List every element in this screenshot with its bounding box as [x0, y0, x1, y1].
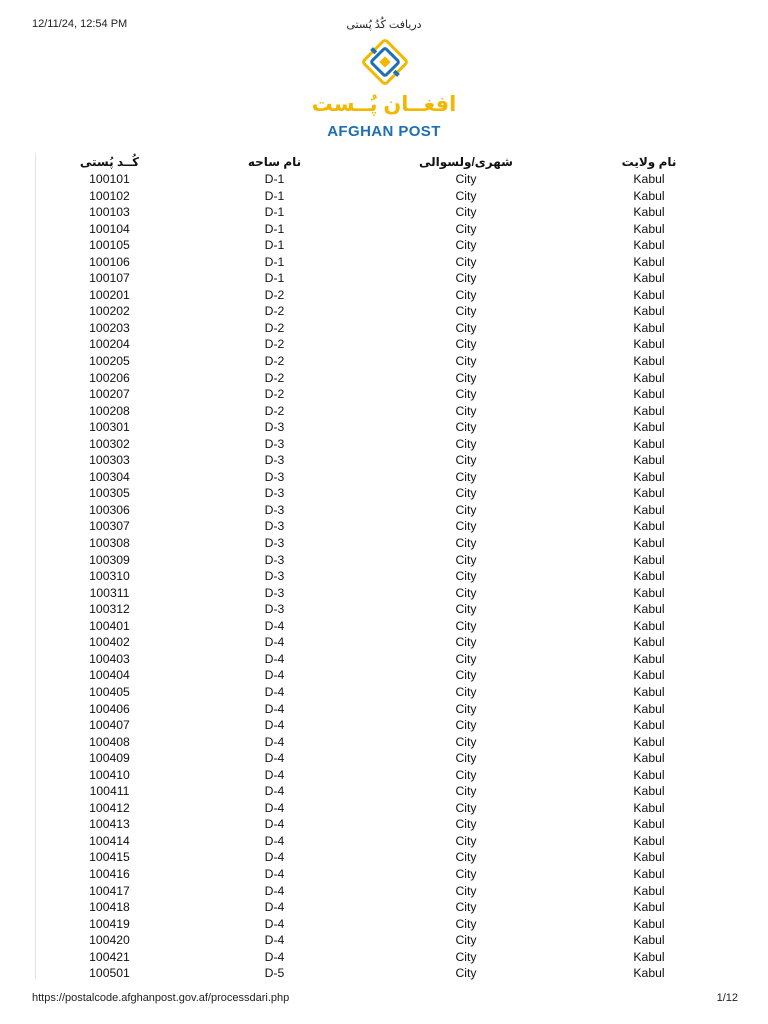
- postal-code-cell: 100303: [89, 453, 130, 468]
- page-number: 1/12: [716, 992, 738, 1004]
- postal-code-cell: 100411: [89, 784, 130, 799]
- postal-code-cell: 100208: [89, 403, 130, 418]
- city-district-cell: City: [455, 172, 477, 186]
- table-row: [36, 800, 732, 817]
- city-district-cell: City: [455, 420, 477, 435]
- table-row: [36, 204, 732, 221]
- province-cell: Kabul: [633, 519, 665, 534]
- postal-code-cell: 100415: [89, 850, 130, 865]
- table-row: [36, 601, 732, 618]
- area-name-cell: D-4: [264, 900, 285, 915]
- footer-url: https://postalcode.afghanpost.gov.af/processdari.php: [32, 992, 290, 1004]
- postal-code-cell: 100202: [89, 304, 130, 319]
- postal-code-table: [36, 153, 732, 982]
- area-name-cell: D-4: [264, 883, 285, 898]
- city-district-cell: City: [455, 337, 477, 352]
- area-name-cell: D-2: [264, 337, 285, 352]
- province-cell: Kabul: [633, 949, 665, 964]
- province-cell: Kabul: [633, 751, 665, 766]
- province-cell: Kabul: [633, 172, 665, 186]
- city-district-cell: City: [455, 519, 477, 534]
- province-cell: Kabul: [633, 569, 665, 584]
- province-cell: Kabul: [633, 320, 665, 335]
- province-cell: Kabul: [633, 850, 665, 865]
- postal-code-cell: 100418: [89, 900, 130, 915]
- print-datetime: 12/11/24, 12:54 PM: [32, 18, 128, 30]
- table-row: [36, 701, 732, 718]
- city-district-cell: City: [455, 833, 477, 848]
- province-cell: Kabul: [633, 254, 665, 269]
- province-cell: Kabul: [633, 635, 665, 650]
- city-district-cell: City: [455, 618, 477, 633]
- area-name-cell: D-1: [264, 172, 285, 186]
- province-cell: Kabul: [633, 304, 665, 319]
- table-row: [36, 419, 732, 436]
- table-row: [36, 916, 732, 933]
- area-name-cell: D-4: [264, 635, 285, 650]
- postal-code-cell: 100309: [89, 552, 130, 567]
- postal-code-cell: 100404: [89, 668, 130, 683]
- table-row: [36, 469, 732, 486]
- city-district-cell: City: [455, 304, 477, 319]
- city-district-cell: City: [455, 850, 477, 865]
- table-row: [36, 568, 732, 585]
- table-row: [36, 618, 732, 635]
- province-cell: Kabul: [633, 453, 665, 468]
- area-name-cell: D-3: [264, 486, 285, 501]
- area-name-cell: D-4: [264, 767, 285, 782]
- area-name-cell: D-4: [264, 668, 285, 683]
- province-cell: Kabul: [633, 684, 665, 699]
- area-name-cell: D-3: [264, 420, 285, 435]
- province-cell: Kabul: [633, 287, 665, 302]
- area-name-cell: D-2: [264, 403, 285, 418]
- table-row: [36, 585, 732, 602]
- table-row: [36, 767, 732, 784]
- city-district-cell: City: [455, 403, 477, 418]
- city-district-cell: City: [455, 287, 477, 302]
- table-row: [36, 270, 732, 287]
- postal-code-cell: 100408: [89, 734, 130, 749]
- table-row: [36, 634, 732, 651]
- city-district-cell: City: [455, 238, 477, 253]
- area-name-cell: D-1: [264, 205, 285, 220]
- area-name-cell: D-4: [264, 751, 285, 766]
- postal-code-cell: 100106: [89, 254, 130, 269]
- province-cell: Kabul: [633, 618, 665, 633]
- area-name-cell: D-4: [264, 618, 285, 633]
- table-row: [36, 485, 732, 502]
- city-district-cell: City: [455, 602, 477, 617]
- postal-code-cell: 100413: [89, 817, 130, 832]
- province-cell: Kabul: [633, 387, 665, 402]
- province-cell: Kabul: [633, 271, 665, 286]
- postal-code-cell: 100419: [89, 916, 130, 931]
- table-row: [36, 370, 732, 387]
- city-district-cell: City: [455, 221, 477, 236]
- table-body: [36, 171, 732, 982]
- postal-code-cell: 100302: [89, 436, 130, 451]
- table-row: [36, 651, 732, 668]
- table-row: [36, 932, 732, 949]
- table-row: [36, 336, 732, 353]
- area-name-cell: D-3: [264, 453, 285, 468]
- page-title: دریافت کُدُ پُستی: [346, 19, 422, 31]
- city-district-cell: City: [455, 552, 477, 567]
- header-postal-code: کُــد پُستی: [79, 155, 140, 169]
- postal-code-cell: 100105: [89, 238, 130, 253]
- table-row: [36, 403, 732, 420]
- area-name-cell: D-3: [264, 569, 285, 584]
- table-row: [36, 353, 732, 370]
- city-district-cell: City: [455, 453, 477, 468]
- city-district-cell: City: [455, 966, 477, 981]
- table-row: [36, 684, 732, 701]
- table-row: [36, 734, 732, 751]
- province-cell: Kabul: [633, 205, 665, 220]
- area-name-cell: D-4: [264, 949, 285, 964]
- area-name-cell: D-4: [264, 784, 285, 799]
- area-name-cell: D-3: [264, 436, 285, 451]
- table-row: [36, 171, 732, 188]
- city-district-cell: City: [455, 668, 477, 683]
- city-district-cell: City: [455, 900, 477, 915]
- province-cell: Kabul: [633, 536, 665, 551]
- area-name-cell: D-4: [264, 817, 285, 832]
- area-name-cell: D-3: [264, 585, 285, 600]
- province-cell: Kabul: [633, 370, 665, 385]
- table-row: [36, 717, 732, 734]
- province-cell: Kabul: [633, 734, 665, 749]
- area-name-cell: D-4: [264, 718, 285, 733]
- province-cell: Kabul: [633, 784, 665, 799]
- province-cell: Kabul: [633, 354, 665, 369]
- table-row: [36, 849, 732, 866]
- city-district-cell: City: [455, 684, 477, 699]
- city-district-cell: City: [455, 536, 477, 551]
- area-name-cell: D-4: [264, 833, 285, 848]
- postal-code-cell: 100205: [89, 354, 130, 369]
- table-row: [36, 866, 732, 883]
- postal-code-cell: 100406: [89, 701, 130, 716]
- city-district-cell: City: [455, 767, 477, 782]
- city-district-cell: City: [455, 502, 477, 517]
- postal-code-cell: 100310: [89, 569, 130, 584]
- area-name-cell: D-2: [264, 354, 285, 369]
- area-name-cell: D-1: [264, 188, 285, 203]
- city-district-cell: City: [455, 188, 477, 203]
- table-row: [36, 552, 732, 569]
- area-name-cell: D-1: [264, 238, 285, 253]
- city-district-cell: City: [455, 569, 477, 584]
- postal-code-cell: 100103: [89, 205, 130, 220]
- city-district-cell: City: [455, 701, 477, 716]
- postal-code-cell: 100410: [89, 767, 130, 782]
- postal-code-cell: 100420: [89, 933, 130, 948]
- table-row: [36, 833, 732, 850]
- table-row: [36, 221, 732, 238]
- province-cell: Kabul: [633, 701, 665, 716]
- city-district-cell: City: [455, 866, 477, 881]
- area-name-cell: D-2: [264, 320, 285, 335]
- afghan-post-logo-icon: [357, 34, 413, 90]
- area-name-cell: D-1: [264, 254, 285, 269]
- province-cell: Kabul: [633, 436, 665, 451]
- city-district-cell: City: [455, 800, 477, 815]
- table-row: [36, 254, 732, 271]
- table-header-row: [36, 153, 732, 171]
- area-name-cell: D-1: [264, 221, 285, 236]
- postal-code-cell: 100206: [89, 370, 130, 385]
- province-cell: Kabul: [633, 337, 665, 352]
- postal-code-cell: 100307: [89, 519, 130, 534]
- postal-code-cell: 100306: [89, 502, 130, 517]
- province-cell: Kabul: [633, 420, 665, 435]
- city-district-cell: City: [455, 635, 477, 650]
- city-district-cell: City: [455, 271, 477, 286]
- province-cell: Kabul: [633, 900, 665, 915]
- postal-code-cell: 100201: [89, 287, 130, 302]
- postal-code-cell: 100204: [89, 337, 130, 352]
- postal-code-cell: 100409: [89, 751, 130, 766]
- city-district-cell: City: [455, 254, 477, 269]
- table-row: [36, 899, 732, 916]
- province-cell: Kabul: [633, 221, 665, 236]
- postal-code-cell: 100401: [89, 618, 130, 633]
- postal-code-cell: 100203: [89, 320, 130, 335]
- postal-code-cell: 100416: [89, 866, 130, 881]
- city-district-cell: City: [455, 751, 477, 766]
- province-cell: Kabul: [633, 668, 665, 683]
- province-cell: Kabul: [633, 767, 665, 782]
- postal-code-cell: 100312: [89, 602, 130, 617]
- postal-code-cell: 100107: [89, 271, 130, 286]
- city-district-cell: City: [455, 949, 477, 964]
- province-cell: Kabul: [633, 651, 665, 666]
- table-row: [36, 188, 732, 205]
- city-district-cell: City: [455, 205, 477, 220]
- area-name-cell: D-4: [264, 701, 285, 716]
- area-name-cell: D-2: [264, 387, 285, 402]
- city-district-cell: City: [455, 916, 477, 931]
- table-row: [36, 750, 732, 767]
- table-row: [36, 965, 732, 982]
- area-name-cell: D-3: [264, 602, 285, 617]
- postal-code-cell: 100501: [89, 966, 130, 981]
- area-name-cell: D-2: [264, 370, 285, 385]
- table-row: [36, 502, 732, 519]
- postal-code-cell: 100402: [89, 635, 130, 650]
- area-name-cell: D-4: [264, 651, 285, 666]
- postal-code-cell: 100421: [89, 949, 130, 964]
- province-cell: Kabul: [633, 817, 665, 832]
- area-name-cell: D-4: [264, 916, 285, 931]
- area-name-cell: D-4: [264, 800, 285, 815]
- province-cell: Kabul: [633, 238, 665, 253]
- province-cell: Kabul: [633, 933, 665, 948]
- province-cell: Kabul: [633, 718, 665, 733]
- city-district-cell: City: [455, 320, 477, 335]
- header-city-district: شهری/ولسوالی: [419, 155, 513, 169]
- city-district-cell: City: [455, 718, 477, 733]
- area-name-cell: D-3: [264, 552, 285, 567]
- city-district-cell: City: [455, 486, 477, 501]
- province-cell: Kabul: [633, 502, 665, 517]
- area-name-cell: D-3: [264, 502, 285, 517]
- province-cell: Kabul: [633, 916, 665, 931]
- city-district-cell: City: [455, 784, 477, 799]
- city-district-cell: City: [455, 387, 477, 402]
- area-name-cell: D-3: [264, 469, 285, 484]
- logo-text-dari: افغــان پُــست: [311, 93, 457, 116]
- province-cell: Kabul: [633, 188, 665, 203]
- table-row: [36, 816, 732, 833]
- postal-code-cell: 100417: [89, 883, 130, 898]
- postal-code-cell: 100412: [89, 800, 130, 815]
- table-row: [36, 303, 732, 320]
- postal-code-cell: 100407: [89, 718, 130, 733]
- postal-code-cell: 100102: [89, 188, 130, 203]
- postal-code-cell: 100305: [89, 486, 130, 501]
- postal-code-cell: 100311: [89, 585, 130, 600]
- logo-text-english: AFGHAN POST: [327, 123, 441, 140]
- header-province: نام ولایت: [621, 155, 677, 169]
- table-row: [36, 518, 732, 535]
- postal-code-cell: 100308: [89, 536, 130, 551]
- postal-code-cell: 100207: [89, 387, 130, 402]
- area-name-cell: D-1: [264, 271, 285, 286]
- area-name-cell: D-2: [264, 304, 285, 319]
- city-district-cell: City: [455, 585, 477, 600]
- table-row: [36, 386, 732, 403]
- postal-code-cell: 100403: [89, 651, 130, 666]
- area-name-cell: D-4: [264, 684, 285, 699]
- city-district-cell: City: [455, 354, 477, 369]
- province-cell: Kabul: [633, 552, 665, 567]
- table-row: [36, 452, 732, 469]
- table-row: [36, 320, 732, 337]
- area-name-cell: D-2: [264, 287, 285, 302]
- city-district-cell: City: [455, 436, 477, 451]
- postal-code-cell: 100414: [89, 833, 130, 848]
- table-row: [36, 667, 732, 684]
- postal-code-cell: 100304: [89, 469, 130, 484]
- city-district-cell: City: [455, 883, 477, 898]
- city-district-cell: City: [455, 933, 477, 948]
- province-cell: Kabul: [633, 866, 665, 881]
- city-district-cell: City: [455, 734, 477, 749]
- province-cell: Kabul: [633, 883, 665, 898]
- city-district-cell: City: [455, 469, 477, 484]
- area-name-cell: D-4: [264, 850, 285, 865]
- area-name-cell: D-3: [264, 519, 285, 534]
- province-cell: Kabul: [633, 585, 665, 600]
- area-name-cell: D-3: [264, 536, 285, 551]
- postal-code-cell: 100301: [89, 420, 130, 435]
- header-area-name: نام ساحه: [247, 155, 302, 169]
- province-cell: Kabul: [633, 966, 665, 981]
- postal-code-cell: 100104: [89, 221, 130, 236]
- city-district-cell: City: [455, 651, 477, 666]
- province-cell: Kabul: [633, 469, 665, 484]
- city-district-cell: City: [455, 370, 477, 385]
- table-row: [36, 883, 732, 900]
- city-district-cell: City: [455, 817, 477, 832]
- table-row: [36, 436, 732, 453]
- area-name-cell: D-5: [264, 966, 285, 981]
- area-name-cell: D-4: [264, 866, 285, 881]
- table-row: [36, 949, 732, 966]
- table-row: [36, 535, 732, 552]
- province-cell: Kabul: [633, 486, 665, 501]
- province-cell: Kabul: [633, 833, 665, 848]
- province-cell: Kabul: [633, 800, 665, 815]
- table-row: [36, 287, 732, 304]
- province-cell: Kabul: [633, 602, 665, 617]
- table-row: [36, 783, 732, 800]
- province-cell: Kabul: [633, 403, 665, 418]
- area-name-cell: D-4: [264, 933, 285, 948]
- postal-code-cell: 100405: [89, 684, 130, 699]
- area-name-cell: D-4: [264, 734, 285, 749]
- table-row: [36, 237, 732, 254]
- postal-code-cell: 100101: [89, 172, 130, 186]
